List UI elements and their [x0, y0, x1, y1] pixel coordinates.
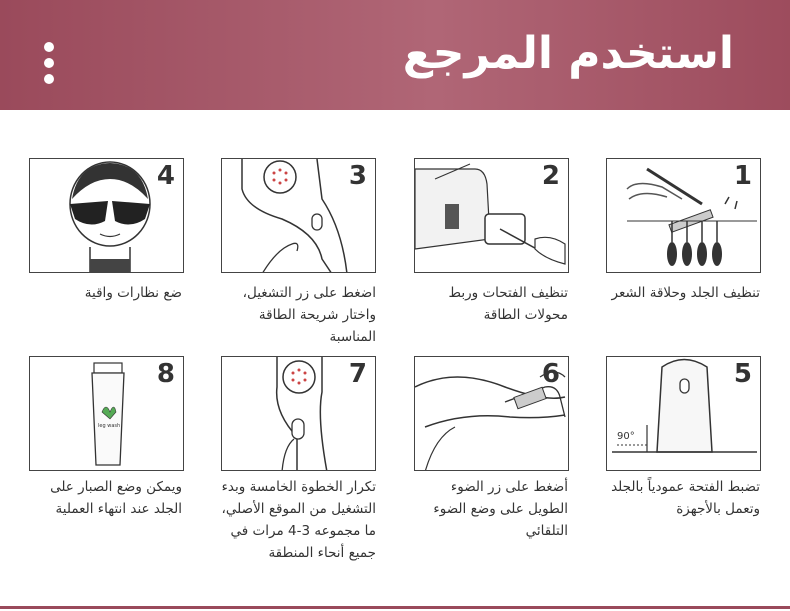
step-2-card	[414, 158, 569, 273]
step-5-card	[606, 356, 761, 471]
step-number: 2	[541, 161, 560, 191]
step-1-caption: تنظيف الجلد وحلاقة الشعر	[611, 285, 760, 301]
step-6-card	[414, 356, 569, 471]
step-7-caption: تكرار الخطوة الخامسة وبدء التشغيل من الموقع الأصلي، ما مجموعه 3-4 مرات في جميع أنحاء المنطقة	[221, 479, 376, 561]
step-number: 4	[156, 161, 175, 191]
step-3-card	[221, 158, 376, 273]
step-5-caption: تضبط الفتحة عمودياً بالجلد وتعمل بالأجهزة	[611, 479, 760, 517]
step-number: 7	[348, 359, 367, 389]
step-number: 3	[348, 161, 367, 191]
vertical-dots-icon[interactable]	[44, 42, 56, 90]
step-7-card	[221, 356, 376, 471]
step-8-card	[29, 356, 184, 471]
bottom-divider	[0, 606, 790, 609]
step-number: 5	[733, 359, 752, 389]
header-banner	[0, 0, 790, 110]
step-3-caption: اضغط على زر التشغيل، واختار شريحة الطاقة المناسبة	[242, 285, 376, 345]
step-2-caption: تنظيف الفتحات وربط محولات الطاقة	[448, 285, 568, 323]
step-number: 1	[733, 161, 752, 191]
tube-label: leg wash	[98, 423, 121, 429]
angle-label: 90°	[617, 431, 635, 442]
step-4-caption: ضع نظارات واقية	[84, 285, 182, 301]
step-6-caption: أضغط على زر الضوء الطويل على وضع الضوء التلقائي	[433, 479, 568, 539]
step-1-card	[606, 158, 761, 273]
page-title: استخدم المرجع	[402, 28, 734, 79]
step-8-caption: ويمكن وضع الصبار على الجلد عند انتهاء العملية	[50, 479, 182, 517]
step-4-card	[29, 158, 184, 273]
dot	[44, 42, 54, 52]
step-number: 8	[156, 359, 175, 389]
step-number: 6	[541, 359, 560, 389]
dot	[44, 58, 54, 68]
dot	[44, 74, 54, 84]
